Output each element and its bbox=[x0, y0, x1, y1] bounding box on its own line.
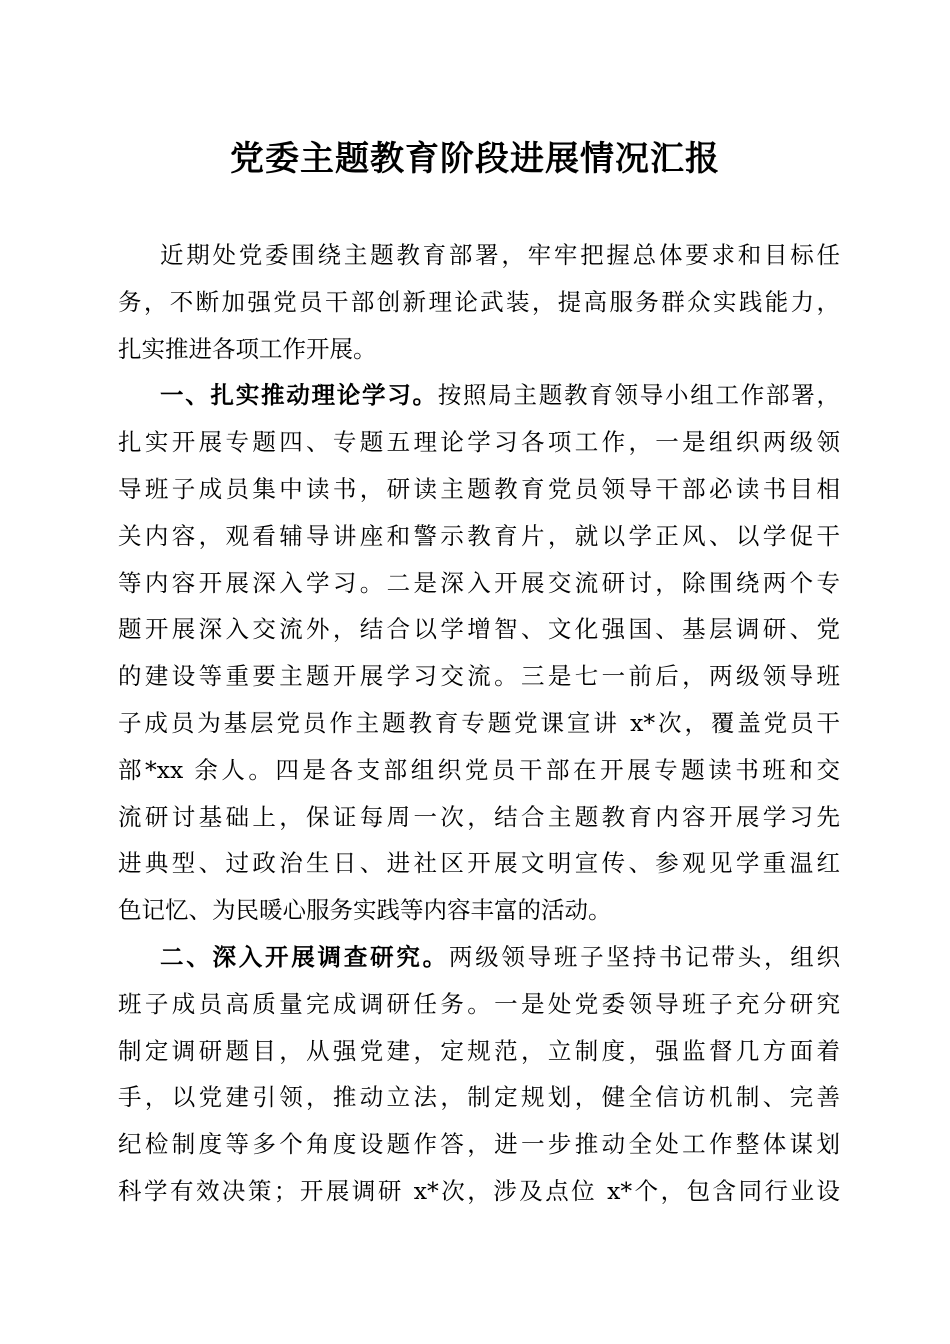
text-line: 色记忆、为民暖心服务实践等内容丰富的活动。 bbox=[118, 896, 612, 925]
text-line: 子成员为基层党员作主题教育专题党课宣讲 x*次，覆盖党员干 bbox=[118, 708, 840, 737]
text-line: 手，以党建引领，推动立法，制定规划，健全信访机制、完善 bbox=[118, 1083, 840, 1112]
text-line: 科学有效决策；开展调研 x*次，涉及点位 x*个，包含同行业设 bbox=[118, 1176, 840, 1205]
paragraph-intro bbox=[118, 232, 840, 372]
text-line: 部*xx 余人。四是各支部组织党员干部在开展专题读书班和交 bbox=[118, 755, 840, 784]
text-run: 两级领导班子坚持书记带头，组织 bbox=[448, 942, 840, 971]
text-line bbox=[118, 934, 840, 981]
page-title: 党委主题教育阶段进展情况汇报 bbox=[230, 139, 720, 179]
section-heading: 二、深入开展调查研究。 bbox=[160, 942, 449, 971]
text-line: 近期处党委围绕主题教育部署，牢牢把握总体要求和目标任 bbox=[160, 241, 840, 269]
text-line bbox=[118, 372, 840, 419]
text-line: 班子成员高质量完成调研任务。一是处党委领导班子充分研究 bbox=[118, 989, 840, 1018]
text-line: 关内容，观看辅导讲座和警示教育片，就以学正风、以学促干 bbox=[118, 521, 840, 550]
text-line: 流研讨基础上，保证每周一次，结合主题教育内容开展学习先 bbox=[118, 802, 840, 831]
document-body bbox=[118, 232, 840, 1215]
paragraph-section-1 bbox=[118, 372, 840, 934]
text-run: 按照局主题教育领导小组工作部署， bbox=[437, 381, 840, 410]
text-line: 务，不断加强党员干部创新理论武装，提高服务群众实践能力， bbox=[118, 287, 840, 316]
text-line: 制定调研题目，从强党建，定规范，立制度，强监督几方面着 bbox=[118, 1036, 840, 1065]
text-line: 纪检制度等多个角度设题作答，进一步推动全处工作整体谋划 bbox=[118, 1130, 840, 1159]
text-line: 进典型、过政治生日、进社区开展文明宣传、参观见学重温红 bbox=[118, 849, 840, 878]
text-line: 导班子成员集中读书，研读主题教育党员领导干部必读书目相 bbox=[118, 474, 840, 503]
text-line: 扎实推进各项工作开展。 bbox=[118, 334, 377, 363]
paragraph-section-2 bbox=[118, 934, 840, 1215]
section-heading: 一、扎实推动理论学习。 bbox=[160, 381, 438, 410]
text-line: 扎实开展专题四、专题五理论学习各项工作，一是组织两级领 bbox=[118, 428, 840, 457]
text-line: 等内容开展深入学习。二是深入开展交流研讨，除围绕两个专 bbox=[118, 568, 840, 597]
text-line: 的建设等重要主题开展学习交流。三是七一前后，两级领导班 bbox=[118, 662, 840, 691]
text-line: 题开展深入交流外，结合以学增智、文化强国、基层调研、党 bbox=[118, 615, 840, 644]
